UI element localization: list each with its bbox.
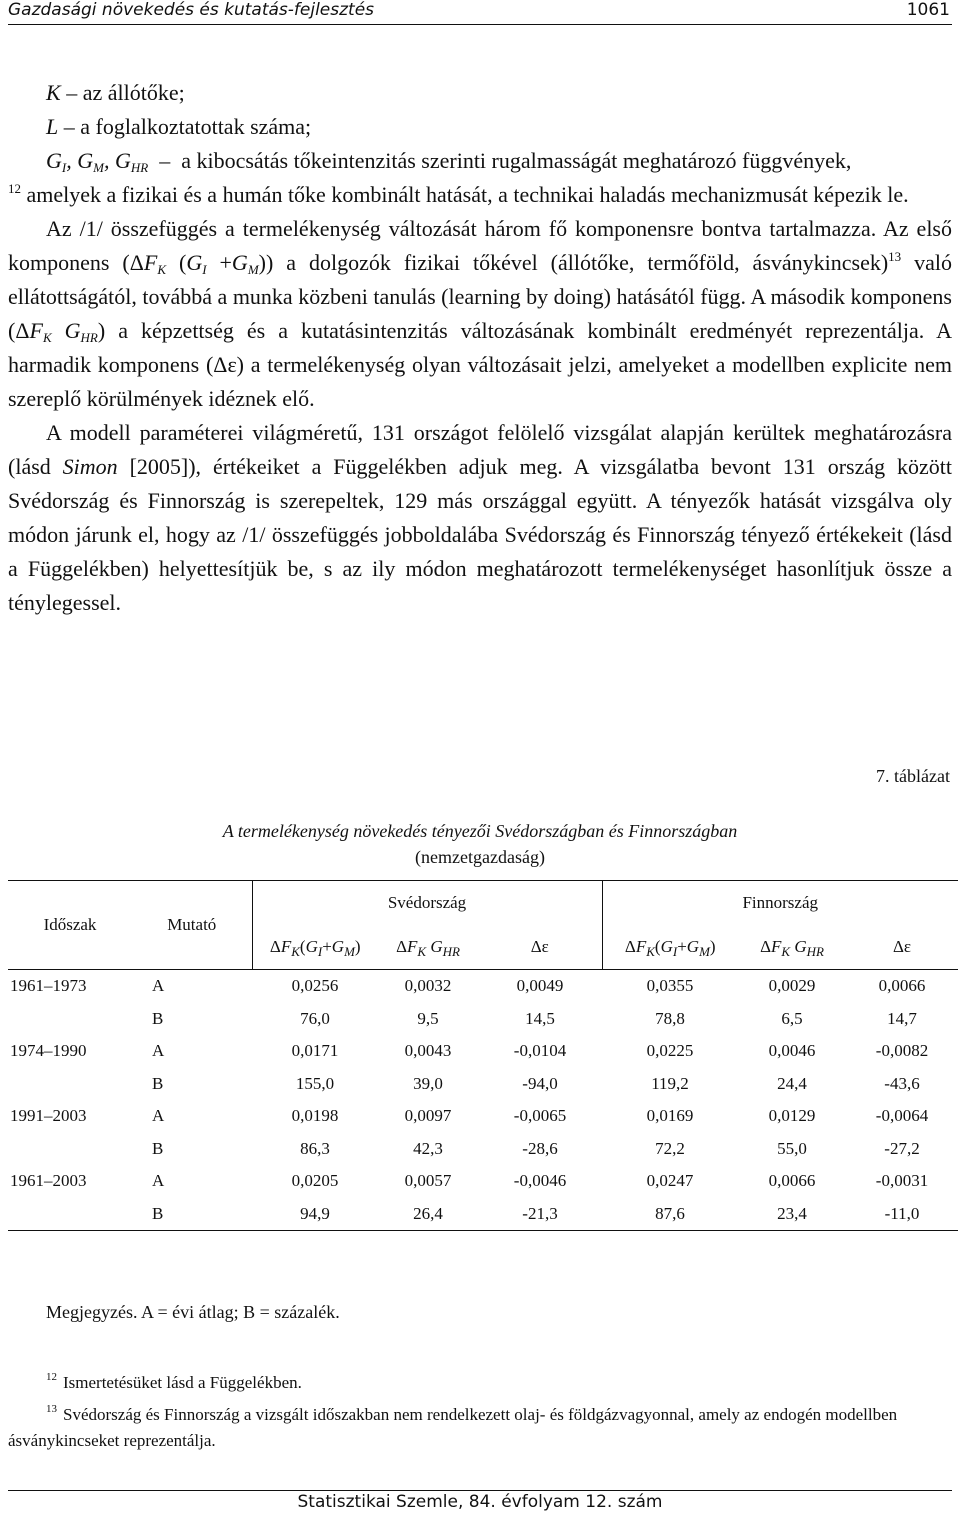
value-cell: 119,2 bbox=[651, 1073, 689, 1093]
value-cell: 0,0198 bbox=[291, 1106, 339, 1126]
value-cell: 0,0066 bbox=[768, 1171, 816, 1191]
body-text bbox=[8, 178, 952, 620]
period-cell: 1961–2003 bbox=[10, 1171, 87, 1191]
value-cell: 14,7 bbox=[887, 1008, 917, 1028]
value-cell: -0,0046 bbox=[513, 1171, 567, 1191]
indicator-cell: A bbox=[152, 1106, 165, 1126]
value-cell: 94,9 bbox=[252, 1198, 378, 1231]
value-cell: 39,0 bbox=[413, 1073, 443, 1093]
table-label: 7. táblázat bbox=[876, 766, 950, 786]
value-cell: 9,5 bbox=[417, 1008, 439, 1028]
value-cell: -0,0082 bbox=[875, 1041, 929, 1061]
footnote-13: $^{13}$ Svédország és Finnország a vizsgált időszakban nem rendelkezett olaj- és földgázvagyonnal, amely az endogén modellben ásványkincseket reprezentálja. bbox=[8, 1403, 898, 1450]
value-cell: 0,0205 bbox=[291, 1171, 339, 1191]
period-cell bbox=[8, 1198, 132, 1231]
value-cell: -94,0 bbox=[522, 1073, 558, 1093]
header-sweden: Svédország bbox=[252, 881, 602, 926]
table-row bbox=[8, 1198, 958, 1231]
journal-section-title: Gazdasági növekedés és kutatás-fejlesztés bbox=[8, 0, 375, 20]
page-number: 1061 bbox=[906, 0, 950, 20]
indicator-cell: B bbox=[132, 1198, 252, 1231]
table-row bbox=[8, 1133, 958, 1166]
header-fi-epsilon: Δε bbox=[846, 925, 958, 970]
table-title-main: A termelékenység növekedés tényezői Svédországban és Finnországban bbox=[222, 821, 738, 841]
value-cell: 0,0129 bbox=[768, 1106, 816, 1126]
period-cell: 1961–1973 bbox=[10, 976, 87, 996]
value-cell: -27,2 bbox=[884, 1138, 920, 1158]
indicator-cell: A bbox=[152, 1171, 165, 1191]
header-fi-capital: $\Delta F_K(G_I+G_M)$ bbox=[602, 925, 738, 970]
header-indicator: Mutató bbox=[132, 881, 252, 970]
symbol-k: K bbox=[46, 80, 61, 105]
footnote-ref-13: 13 bbox=[888, 249, 902, 264]
header-rule bbox=[8, 24, 952, 25]
author-reference: Simon bbox=[62, 454, 118, 479]
symbol-l: L bbox=[46, 114, 59, 139]
value-cell: 26,4 bbox=[378, 1198, 478, 1231]
period-cell: 1974–1990 bbox=[10, 1041, 87, 1061]
indicator-cell: B bbox=[152, 1073, 164, 1093]
value-cell: 0,0171 bbox=[291, 1041, 339, 1061]
table-row bbox=[8, 1100, 958, 1133]
value-cell: -28,6 bbox=[522, 1138, 558, 1158]
indicator-cell: B bbox=[152, 1008, 164, 1028]
header-se-capital: $\Delta F_K(G_I+G_M)$ bbox=[252, 925, 378, 970]
period-cell: 1991–2003 bbox=[10, 1106, 87, 1126]
value-cell: 0,0355 bbox=[646, 976, 694, 996]
value-cell: 0,0247 bbox=[646, 1171, 694, 1191]
value-cell: 78,8 bbox=[655, 1008, 685, 1028]
running-header bbox=[8, 0, 950, 24]
variable-definitions bbox=[46, 76, 851, 178]
table-subtitle: (nemzetgazdaság) bbox=[415, 847, 545, 867]
definition-g: $G_I$, $G_M$, $G_{HR}$ – a kibocsátás tőkeintenzitás szerinti rugalmasságát meghatározó függvények, bbox=[46, 148, 852, 175]
value-cell: 0,0049 bbox=[516, 976, 564, 996]
value-cell: 0,0057 bbox=[404, 1171, 452, 1191]
value-cell: -43,6 bbox=[884, 1073, 920, 1093]
value-cell: 14,5 bbox=[525, 1008, 555, 1028]
value-cell: -0,0065 bbox=[513, 1106, 567, 1126]
value-cell: 87,6 bbox=[602, 1198, 738, 1231]
data-table bbox=[8, 880, 958, 1231]
value-cell: 86,3 bbox=[300, 1138, 330, 1158]
value-cell: 0,0046 bbox=[768, 1041, 816, 1061]
definition-l: L – a foglalkoztatottak száma; bbox=[46, 114, 312, 139]
value-cell: -0,0031 bbox=[875, 1171, 929, 1191]
period-cell bbox=[8, 1133, 132, 1166]
definition-k: K – az állótőke; bbox=[46, 80, 185, 105]
paragraph-2: Az /1/ összefüggés a termelékenység változását három fő komponensre bontva tartalmazza. Az első komponens ($\Delta F_K$ $(G_I +G_M)$) a dolgozók fizikai tőkével (állótőke, termőföld, ásványkincsek)$^{13}$ való ellátottságától, továbbá a munka közbeni tanulás (learning by doing) hatásától függ. A második komponens ($\Delta F_K$ $G_{HR}$) a képzettség és a kutatásintenzitás változásának kombinált eredményét reprezentálja. A harmadik komponens (Δε) a termelékenység olyan változásait jelzi, amelyeket a modellben explicite nem szereplő körülmények idéznek elő. bbox=[8, 216, 953, 411]
footnote-mark-12: 12 bbox=[46, 1371, 57, 1383]
period-cell bbox=[8, 1068, 132, 1101]
table-body bbox=[8, 970, 958, 1231]
value-cell: 0,0029 bbox=[768, 976, 816, 996]
footnote-12: $^{12}$ Ismertetésüket lásd a Függelékben. bbox=[46, 1371, 302, 1392]
value-cell: 42,3 bbox=[413, 1138, 443, 1158]
indicator-cell: B bbox=[152, 1138, 164, 1158]
value-cell: -11,0 bbox=[846, 1198, 958, 1231]
table-note: Megjegyzés. A = évi átlag; B = százalék. bbox=[46, 1302, 340, 1322]
table-row bbox=[8, 1003, 958, 1036]
header-finland: Finnország bbox=[602, 881, 958, 926]
table-title bbox=[130, 818, 830, 870]
header-se-epsilon: Δε bbox=[478, 925, 602, 970]
footnote-mark-13: 13 bbox=[46, 1403, 57, 1415]
value-cell: 6,5 bbox=[781, 1008, 803, 1028]
indicator-cell: A bbox=[152, 976, 165, 996]
value-cell: 55,0 bbox=[777, 1138, 807, 1158]
value-cell: 0,0169 bbox=[646, 1106, 694, 1126]
value-cell: 24,4 bbox=[777, 1073, 807, 1093]
table-row bbox=[8, 970, 958, 1003]
value-cell: 0,0043 bbox=[404, 1041, 452, 1061]
value-cell: 0,0225 bbox=[646, 1041, 694, 1061]
value-cell: -0,0104 bbox=[513, 1041, 567, 1061]
value-cell: 155,0 bbox=[295, 1073, 335, 1093]
footer-rule bbox=[8, 1490, 952, 1491]
value-cell: 76,0 bbox=[300, 1008, 330, 1028]
running-footer: Statisztikai Szemle, 84. évfolyam 12. szám bbox=[297, 1492, 663, 1512]
value-cell: 0,0097 bbox=[404, 1106, 452, 1126]
value-cell: 0,0032 bbox=[404, 976, 452, 996]
header-fi-skills: $\Delta F_K$ $G_{HR}$ bbox=[738, 925, 846, 970]
table-row bbox=[8, 1165, 958, 1198]
paragraph-1-continuation: $^{12}$ amelyek a fizikai és a humán tőke kombinált hatását, a technikai haladás mechanizmusát képezik le. bbox=[8, 181, 909, 207]
period-cell bbox=[8, 1003, 132, 1036]
value-cell: 0,0256 bbox=[291, 976, 339, 996]
value-cell: -0,0064 bbox=[875, 1106, 929, 1126]
value-cell: 72,2 bbox=[655, 1138, 685, 1158]
paragraph-3: A modell paraméterei világméretű, 131 országot felölelő vizsgálat alapján kerültek meghatározásra (lásd Simon [2005]), értékeiket a Függelékben adjuk meg. A vizsgálatba bevont 131 ország között Svédország és Finnország is szerepeltek, 129 más országgal együtt. A tényezők hatását vizsgálva oly módon járunk el, hogy az /1/ összefüggés jobboldalába Svédország és Finnország tényező értékekeit (lásd a Függelékben) helyettesítjük be, s az ily módon meghatározott termelékenységet hasonlítjuk össze a ténylegessel. bbox=[8, 420, 953, 615]
header-period: Időszak bbox=[8, 881, 132, 970]
footnotes bbox=[8, 1364, 952, 1454]
value-cell: 0,0066 bbox=[878, 976, 926, 996]
indicator-cell: A bbox=[152, 1041, 165, 1061]
table-row bbox=[8, 1035, 958, 1068]
footnote-ref-12: 12 bbox=[8, 181, 21, 196]
value-cell: 23,4 bbox=[738, 1198, 846, 1231]
table-row bbox=[8, 1068, 958, 1101]
value-cell: -21,3 bbox=[478, 1198, 602, 1231]
header-se-skills: $\Delta F_K$ $G_{HR}$ bbox=[378, 925, 478, 970]
